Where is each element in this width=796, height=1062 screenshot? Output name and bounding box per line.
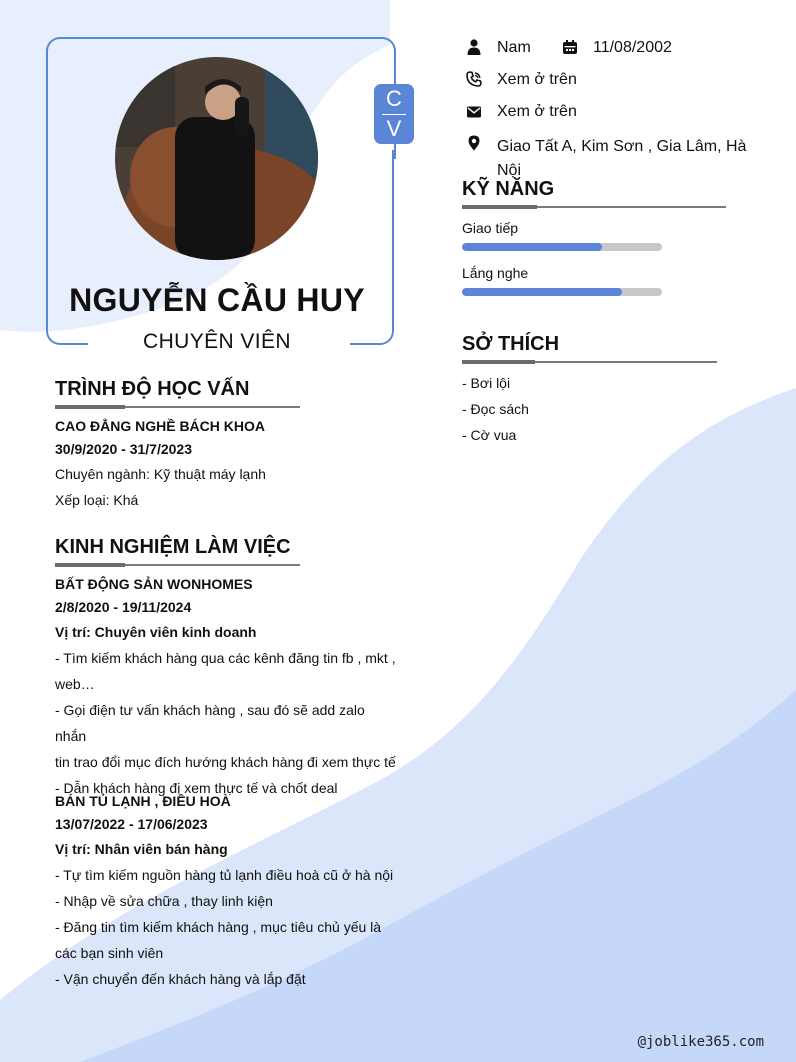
experience-rule-accent <box>55 563 125 567</box>
education-dates: 30/9/2020 - 31/7/2023 <box>55 441 193 457</box>
job-dates: 2/8/2020 - 19/11/2024 <box>55 599 192 615</box>
skill-bar-2 <box>462 288 662 296</box>
contact-address-line1: Giao Tất A, Kim Sơn , Gia Lâm, Hà <box>497 138 747 155</box>
job-line: - Tự tìm kiếm nguồn hàng tủ lạnh điều hoà cũ ở hà nội <box>55 867 394 883</box>
calendar-icon <box>562 39 578 60</box>
experience-title: KINH NGHIỆM LÀM VIỆC <box>55 536 291 558</box>
job-line: - Gọi điện tư vấn khách hàng , sau đó sẽ add zalo nhắn <box>55 702 365 744</box>
phone-icon <box>466 71 482 92</box>
job-line: các bạn sinh viên <box>55 945 164 961</box>
watermark: @joblike365.com <box>637 1034 764 1050</box>
cv-badge <box>374 84 414 144</box>
hobbies-rule-accent <box>462 360 535 364</box>
skills-rule-accent <box>462 205 537 209</box>
contact-birthday: 11/08/2002 <box>593 39 672 56</box>
job-line: tin trao đổi mục đích hướng khách hàng đi xem thực tế <box>55 754 396 770</box>
hobbies-title: SỞ THÍCH <box>462 333 560 355</box>
cv-badge-divider <box>382 114 406 115</box>
job-line: - Dẫn khách hàng đi xem thực tế và chốt deal <box>55 780 338 796</box>
hobby-item: - Cờ vua <box>462 427 517 443</box>
job-dates: 13/07/2022 - 17/06/2023 <box>55 816 208 832</box>
cv-badge-v: V <box>386 116 402 141</box>
skill-label-1: Giao tiếp <box>462 220 519 236</box>
job-line: web… <box>55 676 95 692</box>
envelope-icon <box>466 104 482 125</box>
job-line: - Nhập về sửa chữa , thay linh kiện <box>55 893 273 909</box>
profile-photo <box>115 57 318 260</box>
skill-bar-1-fill <box>462 243 602 251</box>
candidate-role: CHUYÊN VIÊN <box>143 330 291 353</box>
job-line: - Đăng tin tìm kiếm khách hàng , mục tiêu chủ yếu là <box>55 919 382 935</box>
job-position: Vị trí: Nhân viên bán hàng <box>55 841 228 857</box>
job-position: Vị trí: Chuyên viên kinh doanh <box>55 624 257 640</box>
job-line: - Vận chuyển đến khách hàng và lắp đặt <box>55 971 306 987</box>
hobby-item: - Bơi lội <box>462 375 511 391</box>
person-icon <box>466 39 482 60</box>
education-school: CAO ĐẲNG NGHỀ BÁCH KHOA <box>55 418 265 434</box>
map-pin-icon <box>466 135 482 156</box>
job-line: - Tìm kiếm khách hàng qua các kênh đăng tin fb , mkt , <box>55 650 396 666</box>
skill-label-2: Lắng nghe <box>462 265 529 281</box>
skill-bar-2-fill <box>462 288 622 296</box>
candidate-name: NGUYỄN CẦU HUY <box>69 282 365 318</box>
education-title: TRÌNH ĐỘ HỌC VẤN <box>55 378 250 400</box>
cv-badge-c: C <box>386 86 402 111</box>
job-company: BÁN TỦ LẠNH , ĐIỀU HOÀ <box>55 793 231 809</box>
skill-bar-1 <box>462 243 662 251</box>
contact-email: Xem ở trên <box>497 103 577 120</box>
job-description <box>55 862 397 992</box>
education-major: Chuyên ngành: Kỹ thuật máy lạnh <box>55 466 266 482</box>
education-grade: Xếp loại: Khá <box>55 492 139 508</box>
job-description <box>55 645 397 801</box>
hobby-item: - Đọc sách <box>462 401 529 417</box>
contact-gender: Nam <box>497 39 531 56</box>
contact-address <box>497 135 746 183</box>
job-company: BẤT ĐỘNG SẢN WONHOMES <box>55 576 253 592</box>
skills-title: KỸ NĂNG <box>462 178 555 200</box>
contact-address-line2: Nội <box>497 162 522 179</box>
education-rule-accent <box>55 405 125 409</box>
contact-phone: Xem ở trên <box>497 71 577 88</box>
